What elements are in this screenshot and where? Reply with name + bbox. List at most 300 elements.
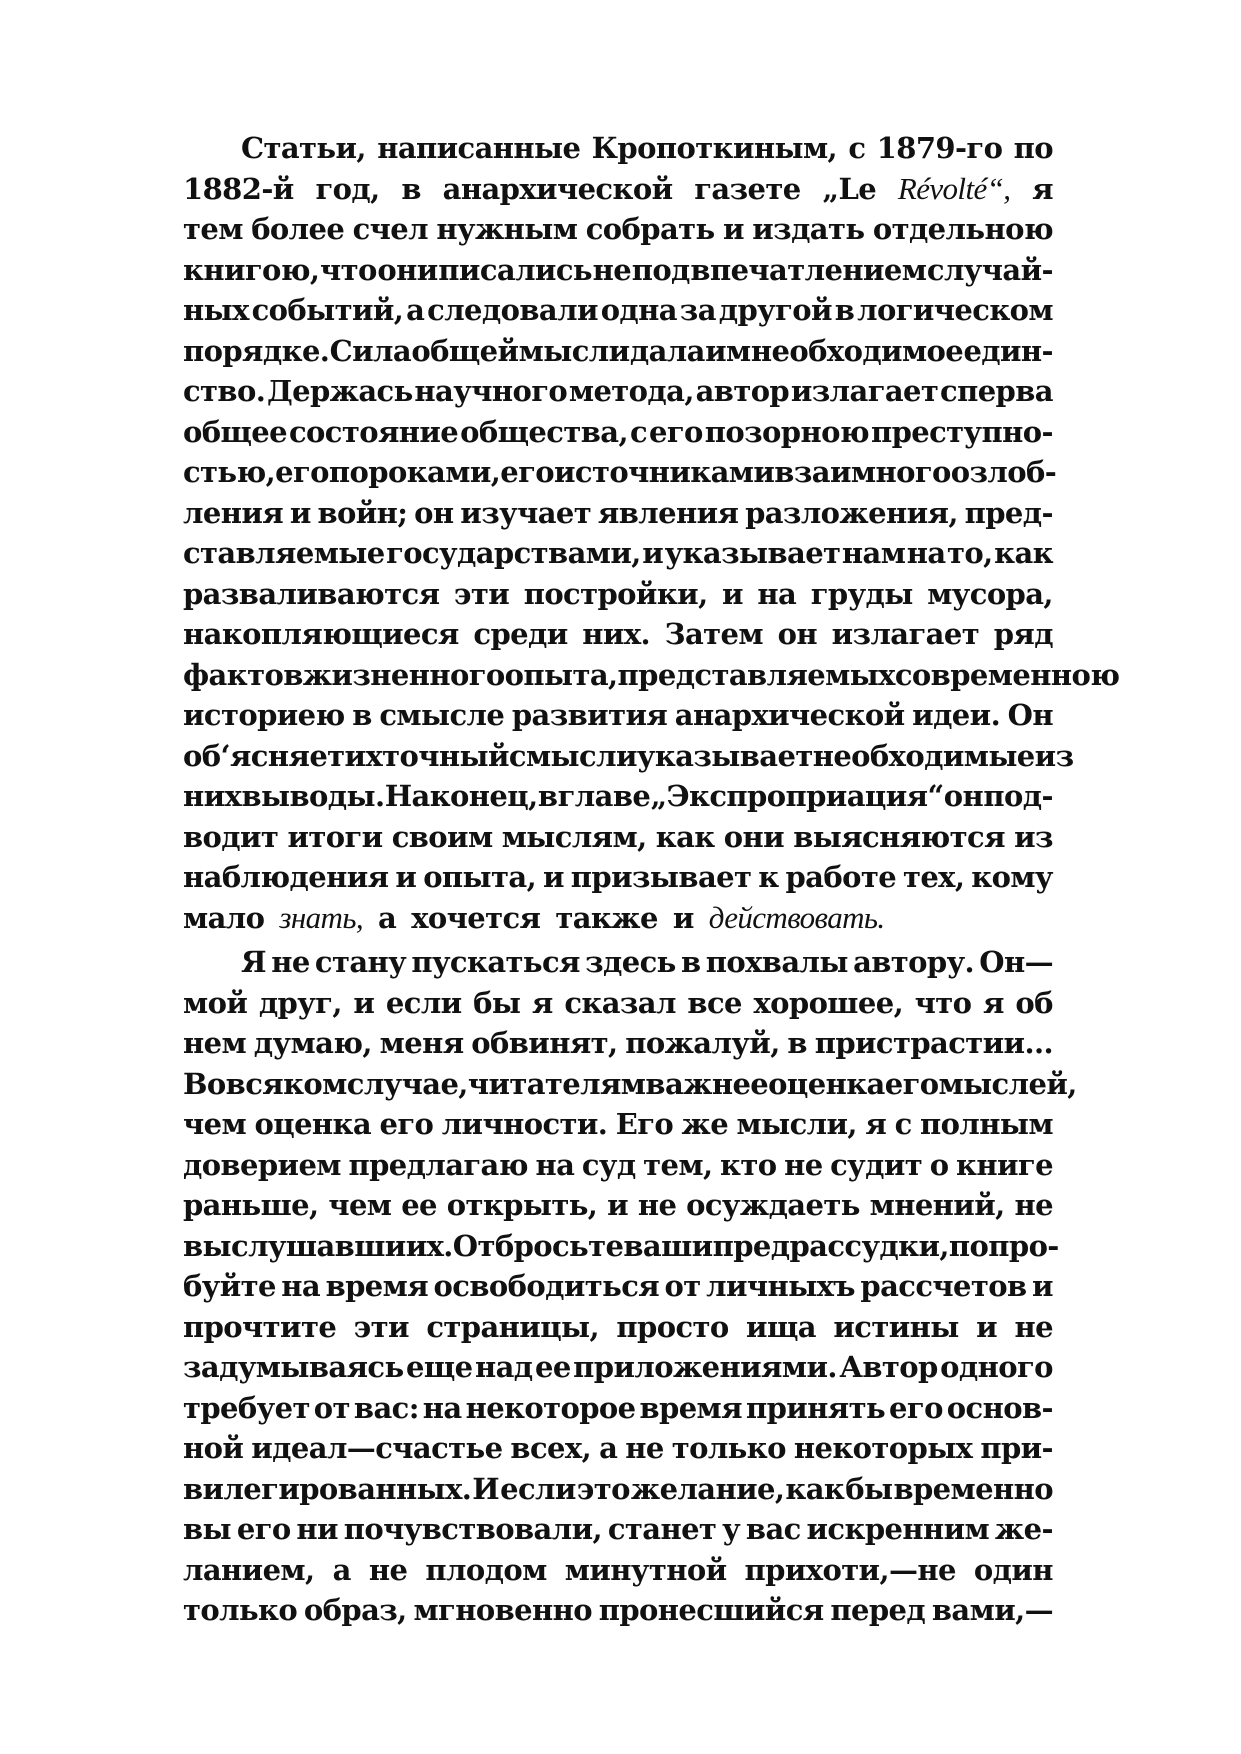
word: и [672, 900, 694, 935]
word: не [637, 1188, 677, 1222]
word: смысл [508, 738, 616, 773]
word: задумываясь [183, 1350, 404, 1384]
text-line [183, 169, 1053, 210]
text-line [183, 1226, 1059, 1267]
word: и [615, 738, 637, 773]
word: осуждаеть [686, 1188, 860, 1222]
text-line [183, 412, 1053, 453]
word: образ, [303, 1593, 407, 1627]
word: порядке. [183, 333, 330, 368]
word: вилегированных. [183, 1471, 472, 1506]
word: нужным [436, 212, 578, 246]
word: выводы. [241, 779, 385, 813]
word: всяком [225, 1066, 347, 1101]
word: знать, [279, 899, 363, 935]
word: точный [382, 738, 509, 773]
word: по [1013, 131, 1053, 165]
word: истины [833, 1309, 959, 1344]
word: не [271, 945, 310, 979]
word: оценка [768, 1066, 885, 1101]
word: время [639, 1390, 742, 1425]
text-line [183, 983, 1053, 1024]
word: пронесшийся [598, 1593, 824, 1627]
word: водит [183, 819, 279, 854]
word: указывает [664, 536, 841, 570]
word: необходимые [812, 738, 1035, 773]
word: собрать [585, 212, 715, 246]
word: его [500, 455, 555, 489]
word: накопляющиеся [183, 617, 459, 651]
word: в [834, 293, 855, 327]
word: временно [893, 1471, 1053, 1506]
word: един- [963, 333, 1053, 368]
text-line [183, 1388, 1053, 1429]
word: раньше, [183, 1188, 319, 1222]
word: не [1014, 1188, 1053, 1222]
word: 1879-го [876, 131, 1003, 165]
text-line [183, 736, 1074, 777]
word: вами,— [931, 1593, 1053, 1627]
word: пристрастии... [814, 1026, 1053, 1060]
word: войн; [317, 495, 408, 530]
word: некоторое [465, 1390, 636, 1425]
word: и [542, 860, 564, 894]
word: мой [183, 985, 248, 1020]
word: ни [296, 1512, 338, 1546]
word: не [368, 1552, 408, 1587]
word: метода, [568, 374, 694, 408]
word: не [592, 252, 632, 287]
word: они [723, 819, 785, 854]
word: мало [183, 900, 265, 935]
word: Во [183, 1066, 226, 1101]
word: о [929, 1147, 949, 1182]
word: научного [414, 374, 568, 408]
word: буйте [183, 1269, 276, 1303]
word: указывает [636, 738, 813, 773]
word: тем [183, 212, 243, 246]
word: Держась [266, 374, 413, 408]
word: И [472, 1471, 500, 1506]
word: важнее [645, 1066, 769, 1101]
word: современною [894, 657, 1120, 692]
word: я [531, 985, 553, 1020]
word: необходимое [750, 333, 964, 368]
text-line [183, 574, 1053, 615]
word: почувствовали, [343, 1512, 603, 1546]
word: стью, [183, 455, 276, 489]
word: эти [453, 576, 510, 611]
word: тем, [643, 1147, 713, 1182]
word: думаю, [253, 1026, 372, 1060]
text-line [183, 1104, 1053, 1145]
word: личныхъ [706, 1269, 855, 1303]
word: на [535, 1147, 575, 1182]
word: попро- [948, 1228, 1059, 1263]
word: опыта, [504, 657, 618, 692]
word: груды [810, 576, 913, 611]
word: ланием, [183, 1552, 315, 1587]
word: ваши [623, 1228, 713, 1263]
word: и [395, 860, 417, 894]
word: Его [615, 1107, 674, 1141]
word: ее [535, 1350, 571, 1384]
word: чем [328, 1188, 392, 1222]
word: идеи. [912, 698, 1001, 732]
word: я [982, 985, 1004, 1020]
word: от [664, 1269, 701, 1303]
word: писались [438, 252, 592, 287]
word: дала [629, 333, 705, 368]
word: открыть, [446, 1188, 598, 1222]
word: всех, [510, 1431, 592, 1465]
word: просто [616, 1309, 729, 1344]
word: приложениями. [573, 1350, 837, 1384]
word: перед [830, 1593, 926, 1627]
word: сперва [940, 374, 1053, 408]
word: обвинят, [471, 1026, 618, 1060]
word: событий, [251, 293, 404, 327]
word: Отбросьте [452, 1228, 624, 1263]
word: кто [720, 1147, 777, 1182]
word: озлоб- [950, 455, 1057, 489]
text-line [183, 1428, 1053, 1469]
word: одна [600, 293, 677, 327]
word: Затем [664, 617, 763, 651]
word: и [642, 536, 664, 570]
word: отдельною [872, 212, 1053, 246]
text-line [183, 250, 1053, 291]
word: принять [745, 1390, 886, 1425]
word: не [625, 1431, 664, 1465]
word: станет [607, 1512, 717, 1546]
text-line [183, 1064, 1077, 1105]
word: его [275, 455, 329, 489]
word: его [236, 1512, 291, 1546]
word: здесь [585, 945, 676, 979]
word: общества, [460, 414, 628, 449]
word: время [325, 1269, 429, 1303]
word: а [599, 1431, 618, 1465]
word: требует [183, 1390, 310, 1425]
word: эти [353, 1309, 409, 1344]
word: источниками [554, 455, 775, 489]
text-line [183, 452, 1057, 493]
word: что [320, 252, 377, 287]
word: опыта, [423, 860, 537, 894]
word: издать [752, 212, 865, 246]
word: предрассудки, [712, 1228, 949, 1263]
word: ных [183, 293, 249, 327]
word: „Экспроприация“ [650, 779, 944, 813]
word: один [973, 1552, 1053, 1587]
word: их. [405, 1228, 453, 1263]
word: не [1014, 1309, 1053, 1344]
word: ство. [183, 374, 266, 408]
word: с [848, 131, 866, 165]
text-line [183, 1023, 1053, 1064]
text-line [183, 1307, 1053, 1348]
word: как [785, 1471, 845, 1506]
word: бы [845, 1471, 893, 1506]
word: за [679, 293, 716, 327]
word: только [671, 1431, 786, 1465]
word: с [629, 414, 647, 449]
word: хорошее, [753, 985, 904, 1020]
word: мыслей, [938, 1066, 1077, 1101]
word: пороками, [328, 455, 501, 489]
word: следовали [427, 293, 598, 327]
word: анархической [674, 698, 905, 732]
word: общей [411, 333, 519, 368]
text-line [183, 655, 1120, 696]
word: похвалы [705, 945, 848, 979]
word: жизненного [302, 657, 505, 692]
word: при- [980, 1431, 1053, 1465]
word: ряд [993, 617, 1053, 651]
text-line [183, 695, 1053, 736]
word: бы [473, 985, 521, 1020]
word: же [681, 1107, 729, 1141]
word: у [722, 1512, 741, 1546]
word: в [787, 1026, 807, 1060]
word: пред- [964, 495, 1053, 530]
word: их [344, 738, 383, 773]
word: выслушавши [183, 1228, 406, 1263]
word: автор [695, 374, 790, 408]
text-line [183, 817, 1053, 858]
word: рассчетов [860, 1269, 1027, 1303]
word: мгновенно [413, 1593, 592, 1627]
word: некоторых [793, 1431, 973, 1465]
word: Наконец, [384, 779, 538, 813]
word: его [649, 414, 703, 449]
text-line [183, 942, 1053, 983]
word: год, [315, 171, 380, 206]
word: вас [745, 1512, 801, 1546]
word: 1882-й [183, 171, 294, 206]
word: фактов [183, 657, 303, 692]
word: если [385, 985, 462, 1020]
word: нам [841, 536, 906, 570]
word: ее [401, 1188, 437, 1222]
word: наблюдения [183, 860, 389, 894]
word: Он— [979, 945, 1053, 979]
word: и [722, 212, 744, 246]
word: итоги [287, 819, 383, 854]
word: прихоти,—не [744, 1552, 956, 1587]
word: в [680, 945, 701, 979]
word: ной [183, 1431, 244, 1465]
word: преступно- [870, 414, 1053, 449]
word: под [631, 252, 690, 287]
word: мусора, [927, 576, 1053, 611]
word: они [377, 252, 438, 287]
word: случае, [346, 1066, 468, 1101]
word: Сила [329, 333, 412, 368]
word: в [352, 698, 372, 732]
word: работе [785, 860, 897, 894]
word: случай- [926, 252, 1053, 287]
word: излагает [790, 374, 939, 408]
word: над [474, 1350, 533, 1384]
word: состояние [288, 414, 459, 449]
word: суд [581, 1147, 636, 1182]
word: плодом [425, 1552, 547, 1587]
word: смысле [379, 698, 505, 732]
word: мысли [518, 333, 630, 368]
word: Статьи, [241, 131, 366, 165]
word: одного [940, 1350, 1053, 1384]
word: них. [582, 617, 651, 651]
word: а [406, 293, 425, 327]
word: и [722, 576, 743, 611]
word: позорною [704, 414, 869, 449]
text-line [183, 290, 1053, 331]
word: желание, [630, 1471, 785, 1506]
word: общее [183, 414, 287, 449]
word: государствами, [386, 536, 641, 570]
word: основ- [946, 1390, 1053, 1425]
word: среди [473, 617, 568, 651]
word: призывает [570, 860, 752, 894]
word: а [332, 1552, 351, 1587]
word: более [251, 212, 345, 246]
text-line [183, 1347, 1053, 1388]
word: оценка [254, 1107, 372, 1141]
word: и [1031, 1269, 1053, 1303]
text-line [183, 898, 1053, 939]
word: газете [694, 171, 801, 206]
paragraph-1 [183, 128, 1120, 938]
word: его [884, 1066, 939, 1101]
word: все [687, 985, 742, 1020]
word: „Le [822, 171, 877, 206]
word: читателям [467, 1066, 646, 1101]
word: историею [183, 698, 345, 732]
word: из [1034, 738, 1074, 773]
word: развития [511, 698, 668, 732]
text-line [183, 128, 1053, 169]
word: кому [971, 860, 1053, 894]
word: впечатлением [690, 252, 927, 287]
text-line [183, 209, 1053, 250]
word: пускаться [411, 945, 580, 979]
word: главе [557, 779, 651, 813]
text-line [183, 776, 1053, 817]
text-line [183, 1469, 1053, 1510]
word: постройки, [523, 576, 708, 611]
word: то, [947, 536, 993, 570]
word: как [994, 536, 1053, 570]
text-line [183, 857, 1053, 898]
word: доверием [183, 1147, 341, 1182]
word: ища [746, 1309, 816, 1344]
text-line [183, 1266, 1053, 1307]
word: автору. [853, 945, 975, 979]
word: предлагаю [348, 1147, 528, 1182]
word: и [976, 1309, 998, 1344]
word: друг, [258, 985, 342, 1020]
word: он [414, 495, 454, 530]
word: мыслям, [501, 819, 647, 854]
word: я [1032, 171, 1053, 206]
word: на [757, 576, 797, 611]
word: его [379, 1107, 434, 1141]
text-line [183, 1550, 1053, 1591]
word: чем [183, 1107, 247, 1141]
word: стану [314, 945, 407, 979]
text-line [183, 1590, 1053, 1631]
word: Он [1007, 698, 1053, 732]
word: идеал—счастье [251, 1431, 503, 1465]
word: он [943, 779, 984, 813]
word: на [281, 1269, 321, 1303]
word: искренним [806, 1512, 990, 1546]
word: вас: [353, 1390, 419, 1425]
word: прочтите [183, 1309, 337, 1344]
word: Я [241, 945, 266, 979]
word: и [607, 1188, 629, 1222]
word: в [401, 171, 421, 206]
body-text [183, 128, 1120, 1631]
word: еще [406, 1350, 473, 1384]
word: страницы, [426, 1309, 599, 1344]
word: вы [183, 1512, 232, 1546]
word: полным [920, 1107, 1053, 1141]
word: мнений, [869, 1188, 1005, 1222]
word: же- [994, 1512, 1053, 1546]
word: меня [379, 1026, 464, 1060]
text-line [183, 371, 1053, 412]
word: это [576, 1471, 630, 1506]
word: мысли, [736, 1107, 857, 1141]
word: логическом [857, 293, 1053, 327]
word: Автор [839, 1350, 938, 1384]
word: взаимного [774, 455, 951, 489]
word: также [555, 900, 658, 935]
word: сказал [564, 985, 676, 1020]
word: тех, [902, 860, 965, 894]
word: явления [597, 495, 739, 530]
word: пожалуй, [625, 1026, 780, 1060]
word: личности. [441, 1107, 608, 1141]
word: на [906, 536, 946, 570]
word: книгою, [183, 252, 320, 287]
word: ставляемые [183, 536, 385, 570]
word: об [1015, 985, 1053, 1020]
word: разложения, [745, 495, 958, 530]
word: действовать. [708, 899, 885, 935]
word: Кропоткиным, [591, 131, 838, 165]
text-line [183, 1145, 1053, 1186]
word: и [289, 495, 311, 530]
word: на [422, 1390, 462, 1425]
word: и [353, 985, 375, 1020]
word: под- [983, 779, 1053, 813]
word: от [313, 1390, 350, 1425]
word: не [784, 1147, 823, 1182]
text-line [183, 1509, 1053, 1550]
word: что [914, 985, 972, 1020]
word: его [889, 1390, 943, 1425]
word: а [378, 900, 397, 935]
word: написанные [377, 131, 581, 165]
text-line [183, 493, 1053, 534]
text-line [183, 533, 1053, 574]
word: нем [183, 1026, 247, 1060]
word: он [777, 617, 817, 651]
